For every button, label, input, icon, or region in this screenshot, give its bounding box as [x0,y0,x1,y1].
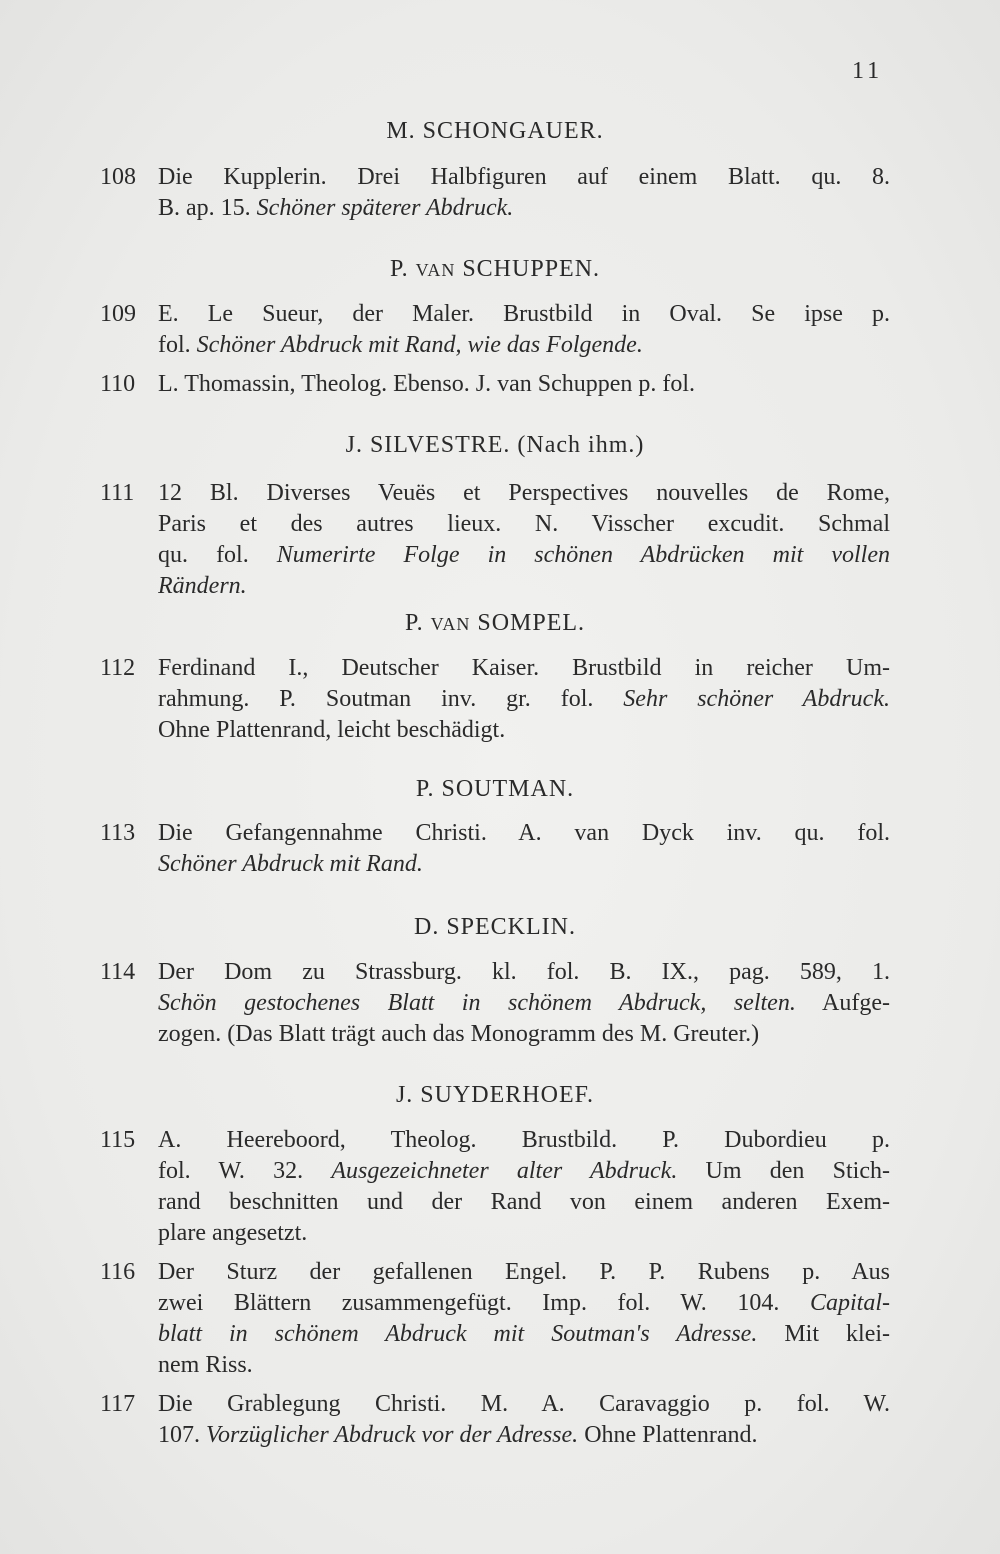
heading-part: SCHUPPEN. [455,256,601,282]
text: Aufge- [795,990,890,1016]
text: fol. W. 32. [158,1158,332,1184]
entry-text [158,162,890,224]
entry-line [158,162,890,193]
entry-number: 111 [100,480,135,506]
entry-line [158,1350,890,1381]
entry-line [158,571,890,602]
text: qu. fol. [158,542,277,568]
entry-number: 115 [100,1127,136,1153]
artist-heading: M. SCHONGAUER. [386,118,604,144]
entry-number: 114 [100,959,136,985]
text: plare angesetzt. [158,1220,308,1246]
text: zwei Blättern zusammengefügt. Imp. fol. W. 104. [158,1290,810,1316]
text: Mit klei- [757,1321,890,1347]
entry-text [158,369,890,400]
artist-heading: P. SOUTMAN. [415,776,575,802]
text: E. Le Sueur, der Maler. Brustbild in Oval. Se ipse p. [158,301,890,327]
text: L. Thomassin, Theolog. Ebenso. J. van Schuppen p. fol. [158,371,696,397]
entry-line [158,1319,890,1350]
entry-line [158,849,890,880]
text: 107. [158,1422,206,1448]
text: Der Sturz der gefallenen Engel. P. P. Rubens p. Aus [158,1259,890,1285]
italic-text: blatt in schönem Abdruck mit Soutman's Adresse. [158,1321,758,1347]
entry-text [158,478,890,602]
catalog-entry [100,1125,890,1249]
entry-line [158,1218,890,1249]
catalog-entry [100,162,890,224]
entry-text [158,299,890,361]
text: zogen. (Das Blatt trägt auch das Monogramm des M. Greuter.) [158,1021,760,1047]
entry-number: 109 [100,301,136,327]
entry-text [158,957,890,1050]
heading-part: VAN [415,260,456,280]
text: 12 Bl. Diverses Veuës et Perspectives nouvelles de Rome, [158,480,890,506]
entry-number: 110 [100,371,136,397]
text: Ohne Plattenrand, leicht beschädigt. [158,717,506,743]
text: Um den Stich- [677,1158,890,1184]
catalog-entry [100,957,890,1050]
artist-heading: J. SUYDERHOEF. [395,1082,595,1108]
artist-heading: J. SILVESTRE. (Nach ihm.) [345,432,645,458]
text: Ferdinand I., Deutscher Kaiser. Brustbild in reicher Um- [158,655,890,681]
entry-line [158,1389,890,1420]
entry-text [158,1389,890,1451]
text: Ohne Plattenrand. [578,1422,758,1448]
text: B. ap. 15. [158,195,257,221]
artist-heading [100,256,890,283]
entry-line [158,818,890,849]
entry-text [158,818,890,880]
entry-line [158,1019,890,1050]
entry-line [158,1257,890,1288]
entry-number: 112 [100,655,136,681]
entry-text [158,1257,890,1381]
entry-line [158,715,890,746]
italic-text: Schöner Abdruck mit Rand, wie das Folgende. [196,332,643,358]
entry-line [158,684,890,715]
entry-text [158,1125,890,1249]
italic-text: Schön gestochenes Blatt in schönem Abdruck, selten. [158,990,796,1016]
entry-line [158,299,890,330]
catalog-entry [100,1389,890,1451]
text: Der Dom zu Strassburg. kl. fol. B. IX., pag. 589, 1. [158,959,890,985]
catalog-entry [100,818,890,880]
page-number: 11 [852,58,884,84]
heading-part: P. [389,256,416,282]
entry-line [158,540,890,571]
artist-heading [100,610,890,637]
italic-text: Sehr schöner Abdruck. [623,686,890,712]
italic-text: Schöner späterer Abdruck. [256,195,514,221]
catalog-entry [100,478,890,602]
italic-text: Rändern. [158,573,247,599]
italic-text: Numerirte Folge in schönen Abdrücken mit vollen [276,542,890,568]
entry-line [158,1420,890,1451]
entry-line [158,1187,890,1218]
entry-number: 117 [100,1391,136,1417]
text: Die Gefangennahme Christi. A. van Dyck inv. qu. fol. [158,820,890,846]
text: nem Riss. [158,1352,253,1378]
entry-number: 113 [100,820,136,846]
text: Die Grablegung Christi. M. A. Caravaggio p. fol. W. [158,1391,890,1417]
text: Die Kupplerin. Drei Halbfiguren auf einem Blatt. qu. 8. [158,164,890,190]
italic-text: Capital- [809,1290,890,1316]
entry-number: 116 [100,1259,136,1285]
text: rand beschnitten und der Rand von einem anderen Exem- [158,1189,890,1215]
entry-line [158,330,890,361]
italic-text: Schöner Abdruck mit Rand. [158,851,423,877]
catalog-entry [100,369,890,400]
text: Paris et des autres lieux. N. Visscher excudit. Schmal [158,511,890,537]
entry-line [158,1288,890,1319]
entry-text [158,653,890,746]
text: A. Heereboord, Theolog. Brustbild. P. Dubordieu p. [158,1127,890,1153]
entry-line [158,988,890,1019]
entry-line [158,369,890,400]
entry-line [158,478,890,509]
text: rahmung. P. Soutman inv. gr. fol. [158,686,624,712]
entry-line [158,193,890,224]
entry-line [158,1156,890,1187]
italic-text: Ausgezeichneter alter Abdruck. [331,1158,678,1184]
catalog-entry [100,1257,890,1381]
heading-part: SOMPEL. [470,610,586,636]
entry-line [158,509,890,540]
italic-text: Vorzüglicher Abdruck vor der Adresse. [206,1422,579,1448]
artist-heading: D. SPECKLIN. [413,914,576,940]
entry-line [158,1125,890,1156]
entry-number: 108 [100,164,136,190]
text: fol. [158,332,197,358]
entry-line [158,957,890,988]
catalog-entry [100,299,890,361]
heading-part: P. [404,610,431,636]
heading-part: VAN [430,614,471,634]
entry-line [158,653,890,684]
catalog-entry [100,653,890,746]
